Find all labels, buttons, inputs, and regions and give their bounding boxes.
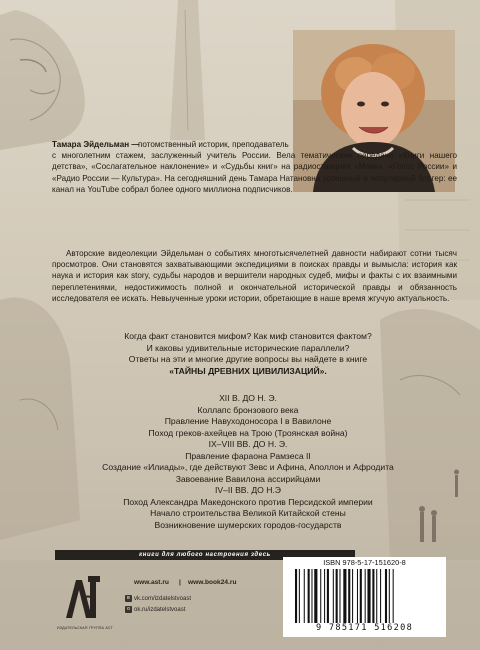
barcode-bar (333, 569, 334, 623)
timeline-event: Поход Александра Македонского против Персидской империи (123, 496, 373, 507)
question-line: И каковы удивительные исторические параллели? (146, 342, 350, 353)
isbn-block (283, 557, 446, 637)
barcode-bar (372, 569, 374, 623)
timeline-period: IX–VIII ВВ. ДО Н. Э. (208, 439, 288, 449)
vk-icon: в (125, 595, 132, 602)
author-bio-lectures: Авторские видеолекции Эйдельман о событиях многотысячелетней давности набирают сотни тысяч просмотров. Они становятся захватывающими экспедициями в поисках правды и вымысла: история как наука и история как story, судьбы народов и вершители народных судеб, мифы и факты с их взаимными переплетениями, недостижимость полной и окончательной исторической правды и обязанность исследователя ее искать. Невыученные уроки истории, обретающие в наше время жгучую актуальность. (52, 249, 457, 303)
website-link-book24[interactable]: www.book24.ru (188, 579, 237, 586)
barcode-bar (343, 569, 346, 623)
author-bio (52, 139, 457, 195)
barcode-bar (339, 569, 340, 623)
social-link-label: vk.com/izdatelstvoast (134, 596, 192, 603)
timeline-event: Завоевание Вавилона ассирийцами (175, 473, 321, 484)
question-line: Когда факт становится мифом? Как миф становится фактом? (124, 331, 372, 341)
slogan-band: книги для любого настроения здесь (55, 550, 355, 560)
author-bio-lead: потомственный историк, преподаватель (138, 140, 289, 150)
timeline-period: IV–II ВВ. ДО Н.Э (215, 485, 281, 495)
timeline-event: Начало строительства Великой Китайской стены (150, 508, 346, 518)
barcode-digits: 9 785171 516208 (315, 623, 414, 633)
timeline-event: Правление Навуходоносора I в Вавилоне (164, 416, 332, 426)
barcode-bar (393, 569, 394, 623)
social-link-ok[interactable] (125, 606, 185, 613)
barcode-bar (295, 569, 297, 623)
book-title-line (52, 366, 444, 378)
barcode-bar (320, 569, 321, 623)
ast-logo (62, 568, 106, 624)
timeline-event: Правление фараона Рамзеса II (185, 450, 311, 461)
timeline-event: Коллапс бронзового века (197, 404, 299, 415)
book-title: «ТАЙНЫ ДРЕВНИХ ЦИВИЛИЗАЦИЙ». (169, 365, 327, 376)
barcode-bar (380, 569, 381, 623)
author-name: Тамара Эйдельман — (52, 140, 140, 149)
barcode-bar (299, 569, 300, 623)
history-timeline (52, 393, 444, 531)
ok-icon: о (125, 606, 132, 613)
timeline-event: Создание «Илиады», где действуют Зевс и Афина, Аполлон и Афродита (102, 462, 394, 472)
barcode-bar (327, 569, 329, 623)
isbn-number: ISBN 978-5-17-151620-8 (323, 558, 406, 567)
barcode-bar (365, 569, 366, 623)
barcode-bar (314, 569, 317, 623)
barcode-bar (324, 569, 325, 623)
timeline-event: Возникновение шумерских городов-государств (154, 519, 342, 530)
question-line: Ответы на эти и многие другие вопросы вы найдете в книге (128, 354, 368, 364)
barcode-bar (385, 569, 387, 623)
book-questions (52, 331, 444, 377)
barcode-bar (357, 569, 358, 623)
barcode-bar (304, 569, 305, 623)
publisher-group-label: ИЗДАТЕЛЬСКАЯ ГРУППА АСТ (57, 626, 113, 630)
barcode-bar (348, 569, 350, 623)
social-link-vk[interactable] (125, 595, 191, 602)
barcode-bar (308, 569, 310, 623)
website-link-ast[interactable]: www.ast.ru (134, 579, 169, 586)
barcode-bar (376, 569, 377, 623)
barcode (293, 569, 436, 623)
social-link-label: ok.ru/izdatelstvoast (134, 607, 186, 614)
timeline-period: XII В. ДО Н. Э. (219, 393, 277, 403)
site-separator: | (179, 579, 181, 586)
barcode-bar (389, 569, 390, 623)
timeline-event: Поход греков-ахейцев на Трою (Троянская война) (148, 427, 348, 438)
barcode-bar (336, 569, 338, 623)
barcode-bar (360, 569, 362, 623)
barcode-bar (367, 569, 370, 623)
barcode-bar (352, 569, 353, 623)
barcode-bar (311, 569, 312, 623)
author-bio-text: с многолетним стажем, заслуженный учитель России. Вела тематические передачи «Книги нашего детства», «Сослагательное наклонение» и «Судьбы книг» на радиостанциях «Маяк», «Голос России» и «Радио России — Культура». На сегодняшний день Тамара Натановна успешный и популярный блогер: ее канал на YouTube собрал более одного миллиона подписчиков. (52, 151, 457, 194)
